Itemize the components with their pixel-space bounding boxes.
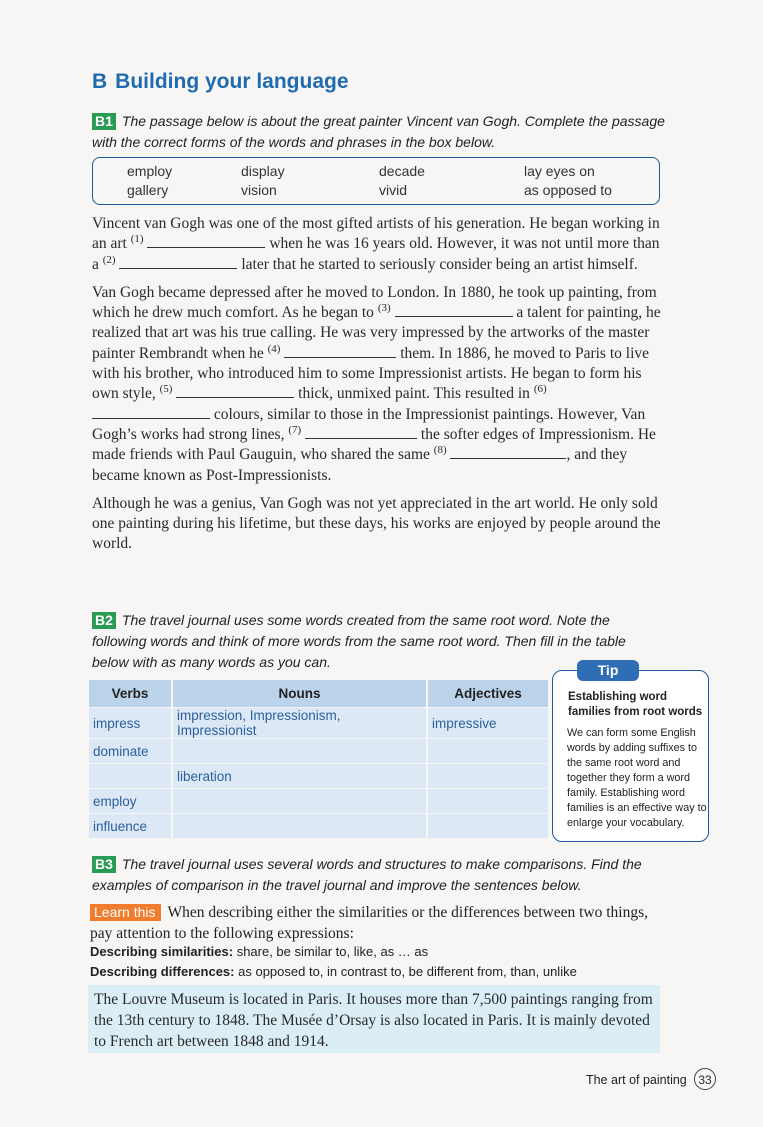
section-letter: B [92, 70, 108, 93]
table-cell[interactable] [172, 789, 427, 814]
page-number: 33 [694, 1068, 716, 1090]
differences-line [90, 964, 577, 979]
table-cell[interactable] [427, 814, 549, 839]
blank-2[interactable] [119, 256, 237, 269]
passage-text: them. In 1886, he moved to Paris to live with his brother, who introduced him to some Impressionist artists. He began to form his own style, [92, 344, 650, 403]
learn-this-block [90, 902, 665, 944]
table-cell[interactable] [427, 764, 549, 789]
table-row [89, 789, 549, 814]
blank-4[interactable] [284, 345, 396, 358]
tip-heading: Establishing word families from root words [568, 691, 703, 718]
passage-text: Van Gogh became depressed after he moved to London. In 1880, he took up painting, from which he drew much comfort. As he began to [92, 283, 657, 322]
table-cell[interactable] [172, 739, 427, 764]
blank-3[interactable] [395, 304, 513, 317]
table-row [89, 708, 549, 739]
table-cell[interactable]: impression, Impressionism, Impressionist [172, 708, 427, 739]
table-cell[interactable]: impress [89, 708, 172, 739]
similarities-text: share, be similar to, like, as … as [236, 944, 429, 959]
word-item: lay eyes on [524, 163, 595, 179]
passage-text: thick, unmixed paint. This resulted in [298, 385, 530, 403]
word-item: as opposed to [524, 182, 612, 198]
footer-title: The art of painting [586, 1073, 687, 1087]
passage-text: the softer edges of Impressionism. He made friends with Paul Gauguin, who shared the same [92, 425, 656, 464]
b3-instruction-block [92, 854, 652, 896]
table-cell[interactable]: impressive [427, 708, 549, 739]
similarities-line [90, 944, 428, 959]
word-item: employ [127, 163, 173, 179]
blank-number: (8) [433, 444, 447, 457]
blank-number: (1) [130, 233, 144, 246]
b2-tag: B2 [92, 612, 116, 629]
table-cell[interactable] [427, 739, 549, 764]
header-adjectives: Adjectives [427, 680, 549, 708]
table-header-row [89, 680, 549, 708]
passage-text: a talent for painting, he realized that art was his true calling. He was very impressed by the artworks of the master painter Rembrandt when he [92, 304, 661, 362]
b3-tag: B3 [92, 856, 116, 873]
b1-instruction-block [92, 111, 667, 153]
section-heading: Building your language [115, 70, 349, 93]
table-cell[interactable]: liberation [172, 764, 427, 789]
word-box [92, 157, 660, 205]
passage-text: colours, similar to those in the Impressionist paintings. However, Van Gogh’s works had strong lines, [92, 405, 646, 443]
blank-number: (2) [102, 253, 116, 266]
learn-this-text: When describing either the similarities or the differences between two things, pay attention to the following expressions: [90, 904, 648, 942]
table-cell[interactable] [427, 789, 549, 814]
blank-5[interactable] [176, 385, 294, 398]
passage-paragraph-2 [92, 283, 667, 486]
word-item: vision [241, 182, 277, 198]
word-item: decade [379, 163, 425, 179]
table-cell[interactable] [89, 764, 172, 789]
table-cell[interactable] [172, 814, 427, 839]
word-family-table [89, 680, 550, 838]
comparison-passage-text: The Louvre Museum is located in Paris. It houses more than 7,500 paintings ranging from the 13th century to 1848. The Musée d’Orsay is also located in Paris. It is mainly devoted to French art between 1848 and 1914. [94, 991, 653, 1050]
tip-body: We can form some English words by adding suffixes to the same root word and together they form a word family. Establishing word families is an effective way to enlarge your vocabulary. [567, 727, 707, 829]
passage-text: Vincent van Gogh was one of the most gifted artists of his generation. He began working in an art [92, 215, 660, 253]
table-row [89, 739, 549, 764]
word-item: vivid [379, 182, 408, 198]
header-verbs: Verbs [89, 680, 172, 708]
b2-instruction: The travel journal uses some words created from the same root word. Note the following words and think of more words from the same root word. Then fill in the table below with as many words as you can. [92, 612, 626, 670]
differences-label: Describing differences: [90, 964, 235, 979]
blank-number: (7) [288, 423, 302, 436]
table-cell[interactable]: influence [89, 814, 172, 839]
b1-tag: B1 [92, 113, 116, 130]
blank-number: (5) [159, 383, 173, 396]
table-row [89, 764, 549, 789]
tip-label: Tip [577, 660, 639, 681]
blank-number: (6) [533, 383, 547, 396]
header-nouns: Nouns [172, 680, 427, 708]
b1-instruction: The passage below is about the great painter Vincent van Gogh. Complete the passage with the correct forms of the words and phrases in the box below. [92, 113, 665, 150]
passage-paragraph-1 [92, 214, 667, 275]
passage-text: , and they became known as Post-Impressionists. [92, 446, 628, 484]
table-cell[interactable]: employ [89, 789, 172, 814]
word-item: display [241, 163, 285, 179]
passage-paragraph-3: Although he was a genius, Van Gogh was not yet appreciated in the art world. He only sold one painting during his lifetime, but these days, his works are enjoyed by people around the world. [92, 494, 661, 553]
table-cell[interactable]: dominate [89, 739, 172, 764]
similarities-label: Describing similarities: [90, 944, 234, 959]
blank-7[interactable] [305, 426, 417, 439]
section-title [92, 70, 349, 94]
blank-1[interactable] [147, 235, 265, 248]
passage-text: when he was 16 years old. However, it was not until more than a [92, 235, 660, 273]
passage [92, 214, 667, 563]
differences-text: as opposed to, in contrast to, be different from, than, unlike [238, 964, 577, 979]
passage-text: later that he started to seriously consider being an artist himself. [241, 255, 638, 273]
blank-number: (4) [267, 342, 281, 355]
blank-8[interactable] [450, 446, 566, 459]
table-row [89, 814, 549, 839]
blank-number: (3) [377, 302, 391, 315]
comparison-passage [88, 985, 660, 1053]
word-item: gallery [127, 182, 169, 198]
blank-6[interactable] [92, 406, 210, 419]
b3-instruction: The travel journal uses several words and structures to make comparisons. Find the examples of comparison in the travel journal and improve the sentences below. [92, 856, 642, 893]
learn-this-tag: Learn this [90, 904, 161, 921]
